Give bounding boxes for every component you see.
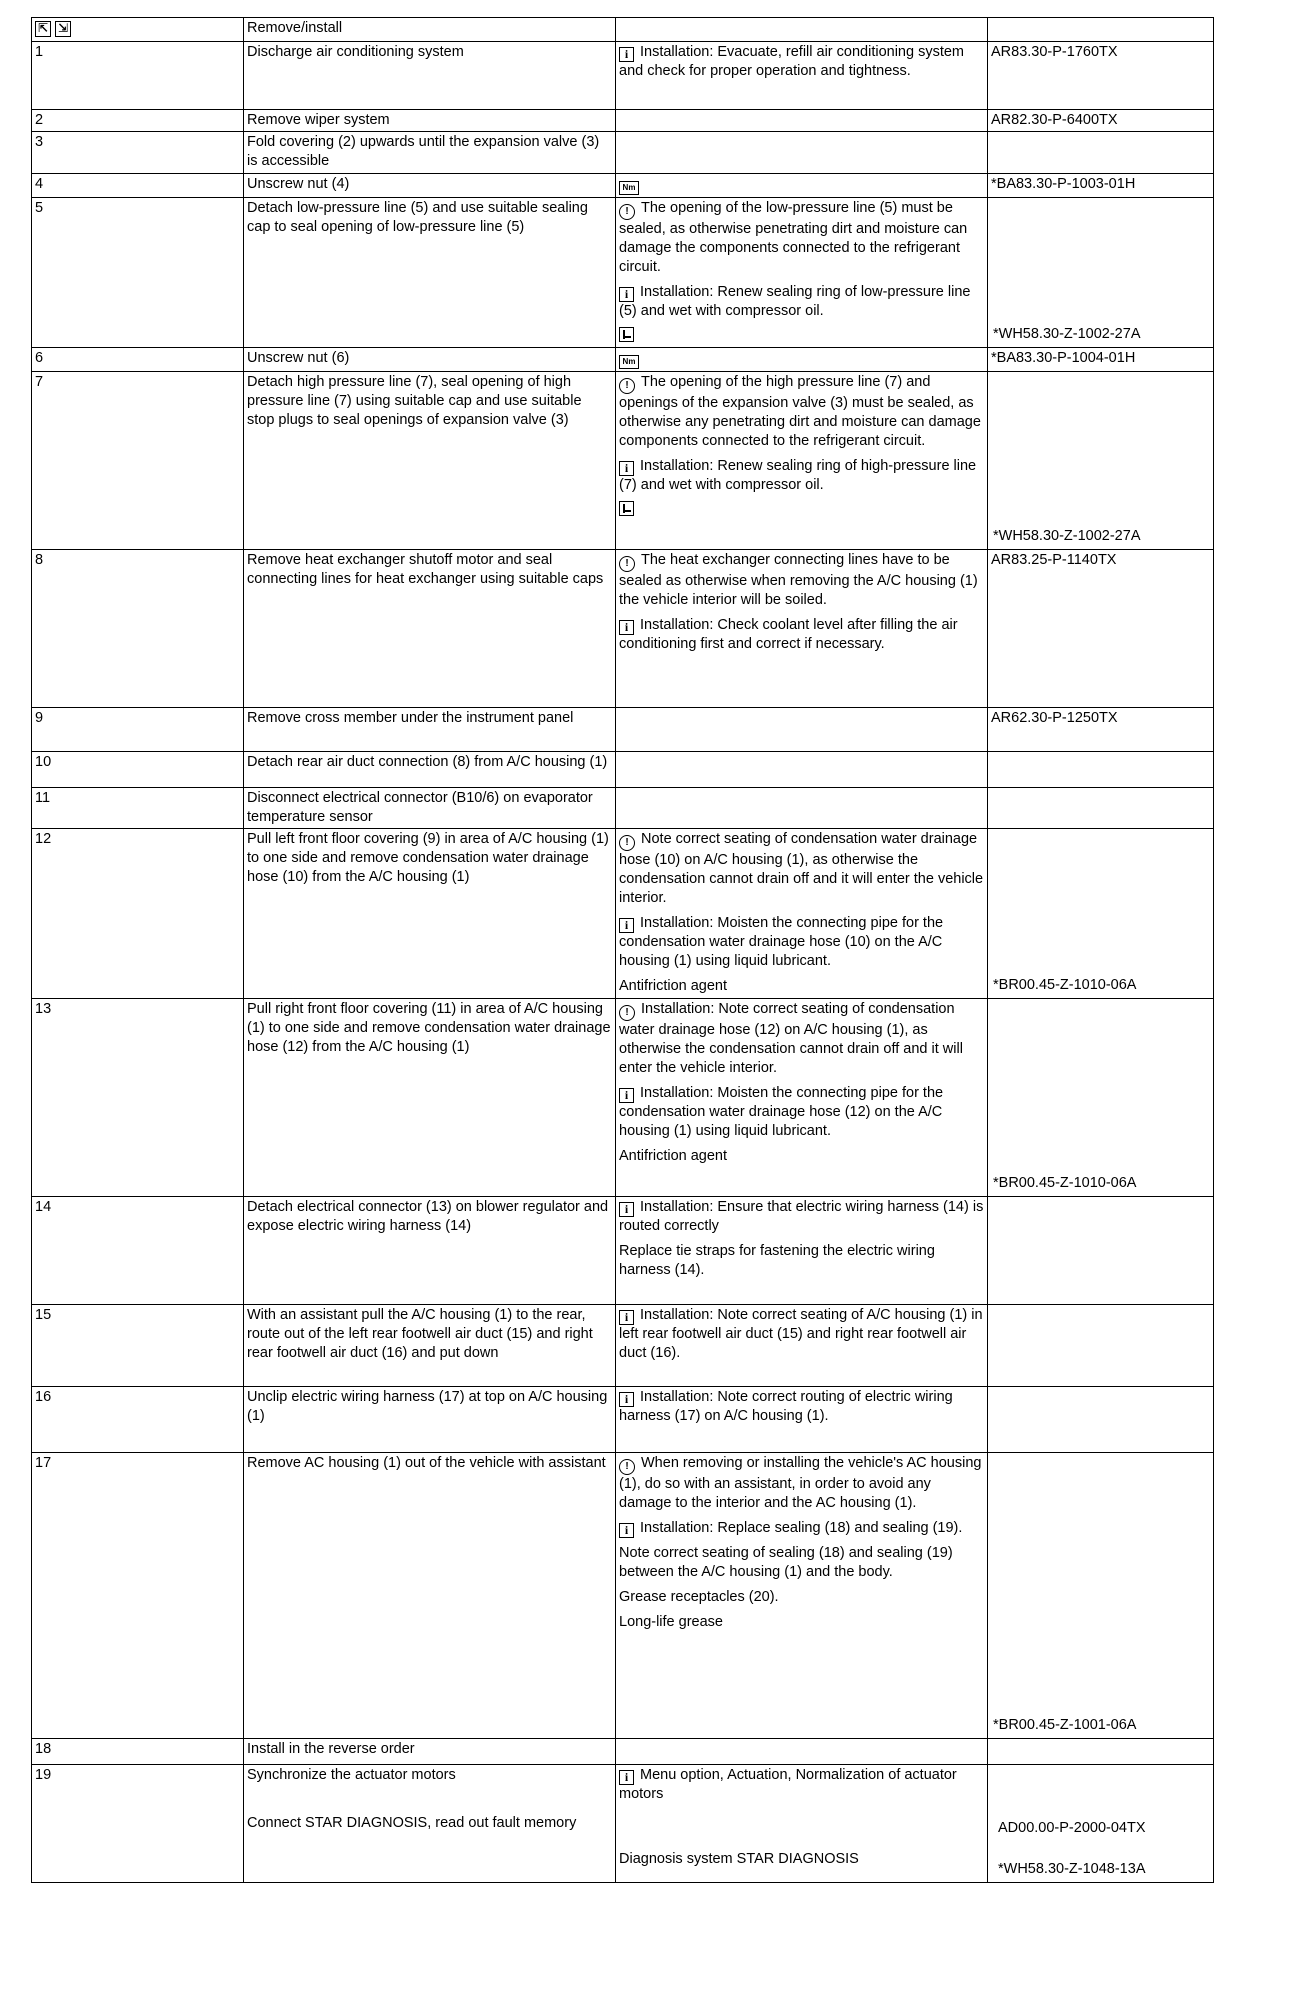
note bbox=[619, 1198, 984, 1236]
info-icon: i bbox=[619, 1392, 634, 1407]
step-action-text: Detach high pressure line (7), seal opening of high pressure line (7) using suitable cap and use suitable stop plugs to seal openings of expansion valve (3) bbox=[247, 374, 582, 428]
step-notes bbox=[616, 788, 988, 829]
info-icon: i bbox=[619, 620, 634, 635]
step-action bbox=[244, 550, 616, 708]
step-notes bbox=[616, 829, 988, 999]
step-number: 12 bbox=[32, 829, 244, 999]
header-row bbox=[32, 18, 1214, 42]
step-number: 18 bbox=[32, 1739, 244, 1765]
step-action bbox=[244, 1765, 616, 1883]
info-icon: i bbox=[619, 1523, 634, 1538]
note bbox=[619, 616, 984, 654]
note-text: When removing or installing the vehicle's AC housing (1), do so with an assistant, in order to avoid any damage to the interior and the AC housing (1). bbox=[619, 1455, 982, 1511]
step-action bbox=[244, 42, 616, 110]
note-text: Installation: Note correct seating of condensation water drainage hose (12) on A/C housing (1), as otherwise the condensation cannot drain off and it will enter the vehicle interior. bbox=[619, 1001, 963, 1076]
step-row bbox=[32, 1387, 1214, 1453]
note bbox=[619, 1850, 984, 1869]
note-text: Installation: Renew sealing ring of high-pressure line (7) and wet with compressor oil. bbox=[619, 458, 977, 493]
step-notes bbox=[616, 999, 988, 1197]
note-text: Antifriction agent bbox=[619, 1148, 728, 1164]
step-number: 15 bbox=[32, 1305, 244, 1387]
step-reference bbox=[988, 174, 1214, 198]
note bbox=[619, 457, 984, 495]
step-reference bbox=[988, 829, 1214, 999]
step-action bbox=[244, 174, 616, 198]
reference-link[interactable]: *BR00.45-Z-1010-06A bbox=[993, 1175, 1137, 1191]
note bbox=[619, 1147, 984, 1166]
info-icon: i bbox=[619, 47, 634, 62]
reference-link[interactable]: AD00.00-P-2000-04TX bbox=[998, 1820, 1146, 1836]
step-action bbox=[244, 1453, 616, 1739]
step-number: 13 bbox=[32, 999, 244, 1197]
step-action-text: Remove cross member under the instrument panel bbox=[247, 710, 574, 726]
torque-icon: Nm bbox=[619, 355, 639, 369]
note-text: The opening of the low-pressure line (5) must be sealed, as otherwise penetrating dirt and moisture can damage the components connected to the refrigerant circuit. bbox=[619, 200, 968, 275]
step-action bbox=[244, 372, 616, 550]
header-empty-notes bbox=[616, 18, 988, 42]
note bbox=[619, 551, 984, 610]
note bbox=[619, 327, 984, 346]
note bbox=[619, 199, 984, 277]
note bbox=[619, 830, 984, 908]
step-notes bbox=[616, 1387, 988, 1453]
step-reference bbox=[988, 708, 1214, 752]
header-empty-ref bbox=[988, 18, 1214, 42]
step-notes bbox=[616, 1739, 988, 1765]
step-number: 9 bbox=[32, 708, 244, 752]
step-number: 3 bbox=[32, 132, 244, 174]
reference-link[interactable]: AR82.30-P-6400TX bbox=[991, 112, 1118, 128]
reference-link[interactable]: AR83.25-P-1140TX bbox=[991, 552, 1117, 568]
step-notes bbox=[616, 132, 988, 174]
step-reference bbox=[988, 550, 1214, 708]
step-action-text-secondary: Connect STAR DIAGNOSIS, read out fault memory bbox=[247, 1815, 577, 1831]
step-row bbox=[32, 132, 1214, 174]
note-text: Note correct seating of condensation water drainage hose (10) on A/C housing (1), as otherwise the condensation cannot drain off and it will enter the vehicle interior. bbox=[619, 831, 984, 906]
step-reference bbox=[988, 999, 1214, 1197]
step-action-text: Synchronize the actuator motors bbox=[247, 1767, 456, 1783]
step-row bbox=[32, 752, 1214, 788]
note-text: Installation: Evacuate, refill air conditioning system and check for proper operation and tightness. bbox=[619, 44, 964, 79]
step-notes bbox=[616, 752, 988, 788]
info-icon: i bbox=[619, 1202, 634, 1217]
reference-link[interactable]: AR62.30-P-1250TX bbox=[991, 710, 1118, 726]
reference-link[interactable]: *WH58.30-Z-1002-27A bbox=[993, 326, 1141, 342]
step-action-text: Unscrew nut (4) bbox=[247, 176, 350, 192]
step-reference bbox=[988, 1387, 1214, 1453]
step-row bbox=[32, 999, 1214, 1197]
step-notes bbox=[616, 42, 988, 110]
note bbox=[619, 373, 984, 451]
note bbox=[619, 1084, 984, 1141]
step-row bbox=[32, 788, 1214, 829]
step-notes bbox=[616, 348, 988, 372]
note-text: Installation: Renew sealing ring of low-pressure line (5) and wet with compressor oil. bbox=[619, 284, 971, 319]
step-number: 11 bbox=[32, 788, 244, 829]
step-row bbox=[32, 372, 1214, 550]
step-number: 1 bbox=[32, 42, 244, 110]
step-reference bbox=[988, 110, 1214, 132]
note bbox=[619, 1588, 984, 1607]
note-text: Installation: Moisten the connecting pipe for the condensation water drainage hose (10) on the A/C housing (1) using liquid lubricant. bbox=[619, 915, 944, 969]
step-number: 7 bbox=[32, 372, 244, 550]
step-action bbox=[244, 1739, 616, 1765]
step-reference bbox=[988, 348, 1214, 372]
note bbox=[619, 1388, 984, 1426]
step-number: 6 bbox=[32, 348, 244, 372]
step-row bbox=[32, 708, 1214, 752]
step-reference bbox=[988, 132, 1214, 174]
note bbox=[619, 1242, 984, 1280]
step-row bbox=[32, 348, 1214, 372]
step-number: 5 bbox=[32, 198, 244, 348]
caution-icon: ! bbox=[619, 1459, 635, 1475]
note-text: Antifriction agent bbox=[619, 978, 728, 994]
note bbox=[619, 1766, 984, 1804]
step-notes bbox=[616, 372, 988, 550]
step-action bbox=[244, 708, 616, 752]
step-number: 14 bbox=[32, 1197, 244, 1305]
note-text: Grease receptacles (20). bbox=[619, 1589, 779, 1605]
step-row bbox=[32, 1739, 1214, 1765]
step-row bbox=[32, 1453, 1214, 1739]
step-reference bbox=[988, 1305, 1214, 1387]
step-reference bbox=[988, 1739, 1214, 1765]
step-action-text: Detach electrical connector (13) on blower regulator and expose electric wiring harness (14) bbox=[247, 1199, 609, 1234]
step-notes bbox=[616, 1453, 988, 1739]
step-action bbox=[244, 752, 616, 788]
tool-icon bbox=[619, 501, 634, 516]
header-icons-cell bbox=[32, 18, 244, 42]
step-row bbox=[32, 42, 1214, 110]
step-number: 10 bbox=[32, 752, 244, 788]
step-action-text: Pull left front floor covering (9) in area of A/C housing (1) to one side and remove condensation water drainage hose (10) from the A/C housing (1) bbox=[247, 831, 609, 885]
procedure-table bbox=[31, 17, 1214, 1883]
step-action bbox=[244, 110, 616, 132]
step-number: 8 bbox=[32, 550, 244, 708]
step-action-text: Disconnect electrical connector (B10/6) on evaporator temperature sensor bbox=[247, 790, 593, 825]
reference-link[interactable]: *WH58.30-Z-1048-13A bbox=[998, 1861, 1146, 1877]
step-action bbox=[244, 829, 616, 999]
step-reference bbox=[988, 42, 1214, 110]
step-action-text: Remove wiper system bbox=[247, 112, 390, 128]
info-icon: i bbox=[619, 1310, 634, 1325]
tool-icon bbox=[619, 327, 634, 342]
step-row bbox=[32, 1305, 1214, 1387]
step-reference bbox=[988, 372, 1214, 550]
step-notes bbox=[616, 1197, 988, 1305]
note-text: Menu option, Actuation, Normalization of actuator motors bbox=[619, 1767, 957, 1802]
reference-link[interactable]: *WH58.30-Z-1002-27A bbox=[993, 528, 1141, 544]
step-action-text: Fold covering (2) upwards until the expansion valve (3) is accessible bbox=[247, 134, 600, 169]
step-action bbox=[244, 348, 616, 372]
step-number: 19 bbox=[32, 1765, 244, 1883]
step-reference bbox=[988, 752, 1214, 788]
note-text: Long-life grease bbox=[619, 1614, 723, 1630]
step-notes bbox=[616, 1305, 988, 1387]
step-row bbox=[32, 1197, 1214, 1305]
caution-icon: ! bbox=[619, 835, 635, 851]
step-action-text: Remove AC housing (1) out of the vehicle with assistant bbox=[247, 1455, 606, 1471]
note bbox=[619, 1519, 984, 1538]
step-action-text: Pull right front floor covering (11) in area of A/C housing (1) to one side and remove condensation water drainage hose (12) from the A/C housing (1) bbox=[247, 1001, 611, 1055]
note bbox=[619, 1306, 984, 1363]
step-notes bbox=[616, 708, 988, 752]
info-icon: i bbox=[619, 1770, 634, 1785]
note bbox=[619, 283, 984, 321]
note-text: Installation: Moisten the connecting pipe for the condensation water drainage hose (12) on the A/C housing (1) using liquid lubricant. bbox=[619, 1085, 944, 1139]
step-action-text: Detach rear air duct connection (8) from A/C housing (1) bbox=[247, 754, 608, 770]
note-text: Installation: Note correct seating of A/C housing (1) in left rear footwell air duct (15) and right rear footwell air duct (16). bbox=[619, 1307, 983, 1361]
caution-icon: ! bbox=[619, 556, 635, 572]
info-icon: i bbox=[619, 461, 634, 476]
step-reference bbox=[988, 1765, 1214, 1883]
note-text: Note correct seating of sealing (18) and sealing (19) between the A/C housing (1) and the body. bbox=[619, 1545, 953, 1580]
step-number: 4 bbox=[32, 174, 244, 198]
caution-icon: ! bbox=[619, 204, 635, 220]
reference-link[interactable]: *BA83.30-P-1003-01H bbox=[991, 176, 1136, 192]
step-action-text: Detach low-pressure line (5) and use suitable sealing cap to seal opening of low-pressure line (5) bbox=[247, 200, 588, 235]
step-notes bbox=[616, 1765, 988, 1883]
note bbox=[619, 1613, 984, 1632]
caution-icon: ! bbox=[619, 1005, 635, 1021]
step-number: 17 bbox=[32, 1453, 244, 1739]
step-action-text: Discharge air conditioning system bbox=[247, 44, 464, 60]
step-row bbox=[32, 174, 1214, 198]
step-notes bbox=[616, 550, 988, 708]
note-text: Installation: Ensure that electric wiring harness (14) is routed correctly bbox=[619, 1199, 984, 1234]
step-action bbox=[244, 1305, 616, 1387]
note-text: Replace tie straps for fastening the electric wiring harness (14). bbox=[619, 1243, 935, 1278]
info-icon: i bbox=[619, 918, 634, 933]
step-action bbox=[244, 198, 616, 348]
note-text: Installation: Replace sealing (18) and sealing (19). bbox=[640, 1520, 963, 1536]
note bbox=[619, 914, 984, 971]
step-row bbox=[32, 1765, 1214, 1883]
note bbox=[619, 501, 984, 520]
note bbox=[619, 175, 984, 195]
note-text: Installation: Check coolant level after filling the air conditioning first and correct if necessary. bbox=[619, 617, 958, 652]
reference-link[interactable]: AR83.30-P-1760TX bbox=[991, 44, 1118, 60]
step-row bbox=[32, 198, 1214, 348]
reference-link[interactable]: *BR00.45-Z-1001-06A bbox=[993, 1717, 1137, 1733]
step-notes bbox=[616, 198, 988, 348]
step-reference bbox=[988, 198, 1214, 348]
reference-link[interactable]: *BA83.30-P-1004-01H bbox=[991, 350, 1136, 366]
step-reference bbox=[988, 788, 1214, 829]
reference-link[interactable]: *BR00.45-Z-1010-06A bbox=[993, 977, 1137, 993]
collapse-icon[interactable]: ⇲ bbox=[55, 21, 71, 37]
step-notes bbox=[616, 110, 988, 132]
step-action bbox=[244, 999, 616, 1197]
note-text: Installation: Note correct routing of electric wiring harness (17) on A/C housing (1). bbox=[619, 1389, 953, 1424]
step-number: 2 bbox=[32, 110, 244, 132]
caution-icon: ! bbox=[619, 378, 635, 394]
step-action bbox=[244, 132, 616, 174]
note bbox=[619, 43, 984, 81]
note bbox=[619, 349, 984, 369]
expand-icon[interactable]: ⇱ bbox=[35, 21, 51, 37]
step-action bbox=[244, 788, 616, 829]
note-text: Diagnosis system STAR DIAGNOSIS bbox=[619, 1851, 859, 1867]
step-row bbox=[32, 550, 1214, 708]
step-reference bbox=[988, 1197, 1214, 1305]
note bbox=[619, 1000, 984, 1078]
header-title: Remove/install bbox=[244, 18, 616, 42]
note bbox=[619, 1454, 984, 1513]
torque-icon: Nm bbox=[619, 181, 639, 195]
step-notes bbox=[616, 174, 988, 198]
step-action-text: Unclip electric wiring harness (17) at top on A/C housing (1) bbox=[247, 1389, 608, 1424]
step-action bbox=[244, 1197, 616, 1305]
note bbox=[619, 1544, 984, 1582]
step-row bbox=[32, 829, 1214, 999]
step-action bbox=[244, 1387, 616, 1453]
note-text: The opening of the high pressure line (7) and openings of the expansion valve (3) must be sealed, as otherwise any penetrating dirt and moisture can damage components connected to the refrigerant circuit. bbox=[619, 374, 981, 449]
step-action-text: Unscrew nut (6) bbox=[247, 350, 350, 366]
step-action-text: Install in the reverse order bbox=[247, 1741, 415, 1757]
step-number: 16 bbox=[32, 1387, 244, 1453]
step-row bbox=[32, 110, 1214, 132]
note bbox=[619, 977, 984, 996]
step-action-text: Remove heat exchanger shutoff motor and seal connecting lines for heat exchanger using suitable caps bbox=[247, 552, 604, 587]
info-icon: i bbox=[619, 287, 634, 302]
step-reference bbox=[988, 1453, 1214, 1739]
step-action-text: With an assistant pull the A/C housing (1) to the rear, route out of the left rear footwell air duct (15) and right rear footwell air duct (16) and put down bbox=[247, 1307, 593, 1361]
note-text: The heat exchanger connecting lines have to be sealed as otherwise when removing the A/C housing (1) the vehicle interior will be soiled. bbox=[619, 552, 978, 608]
info-icon: i bbox=[619, 1088, 634, 1103]
